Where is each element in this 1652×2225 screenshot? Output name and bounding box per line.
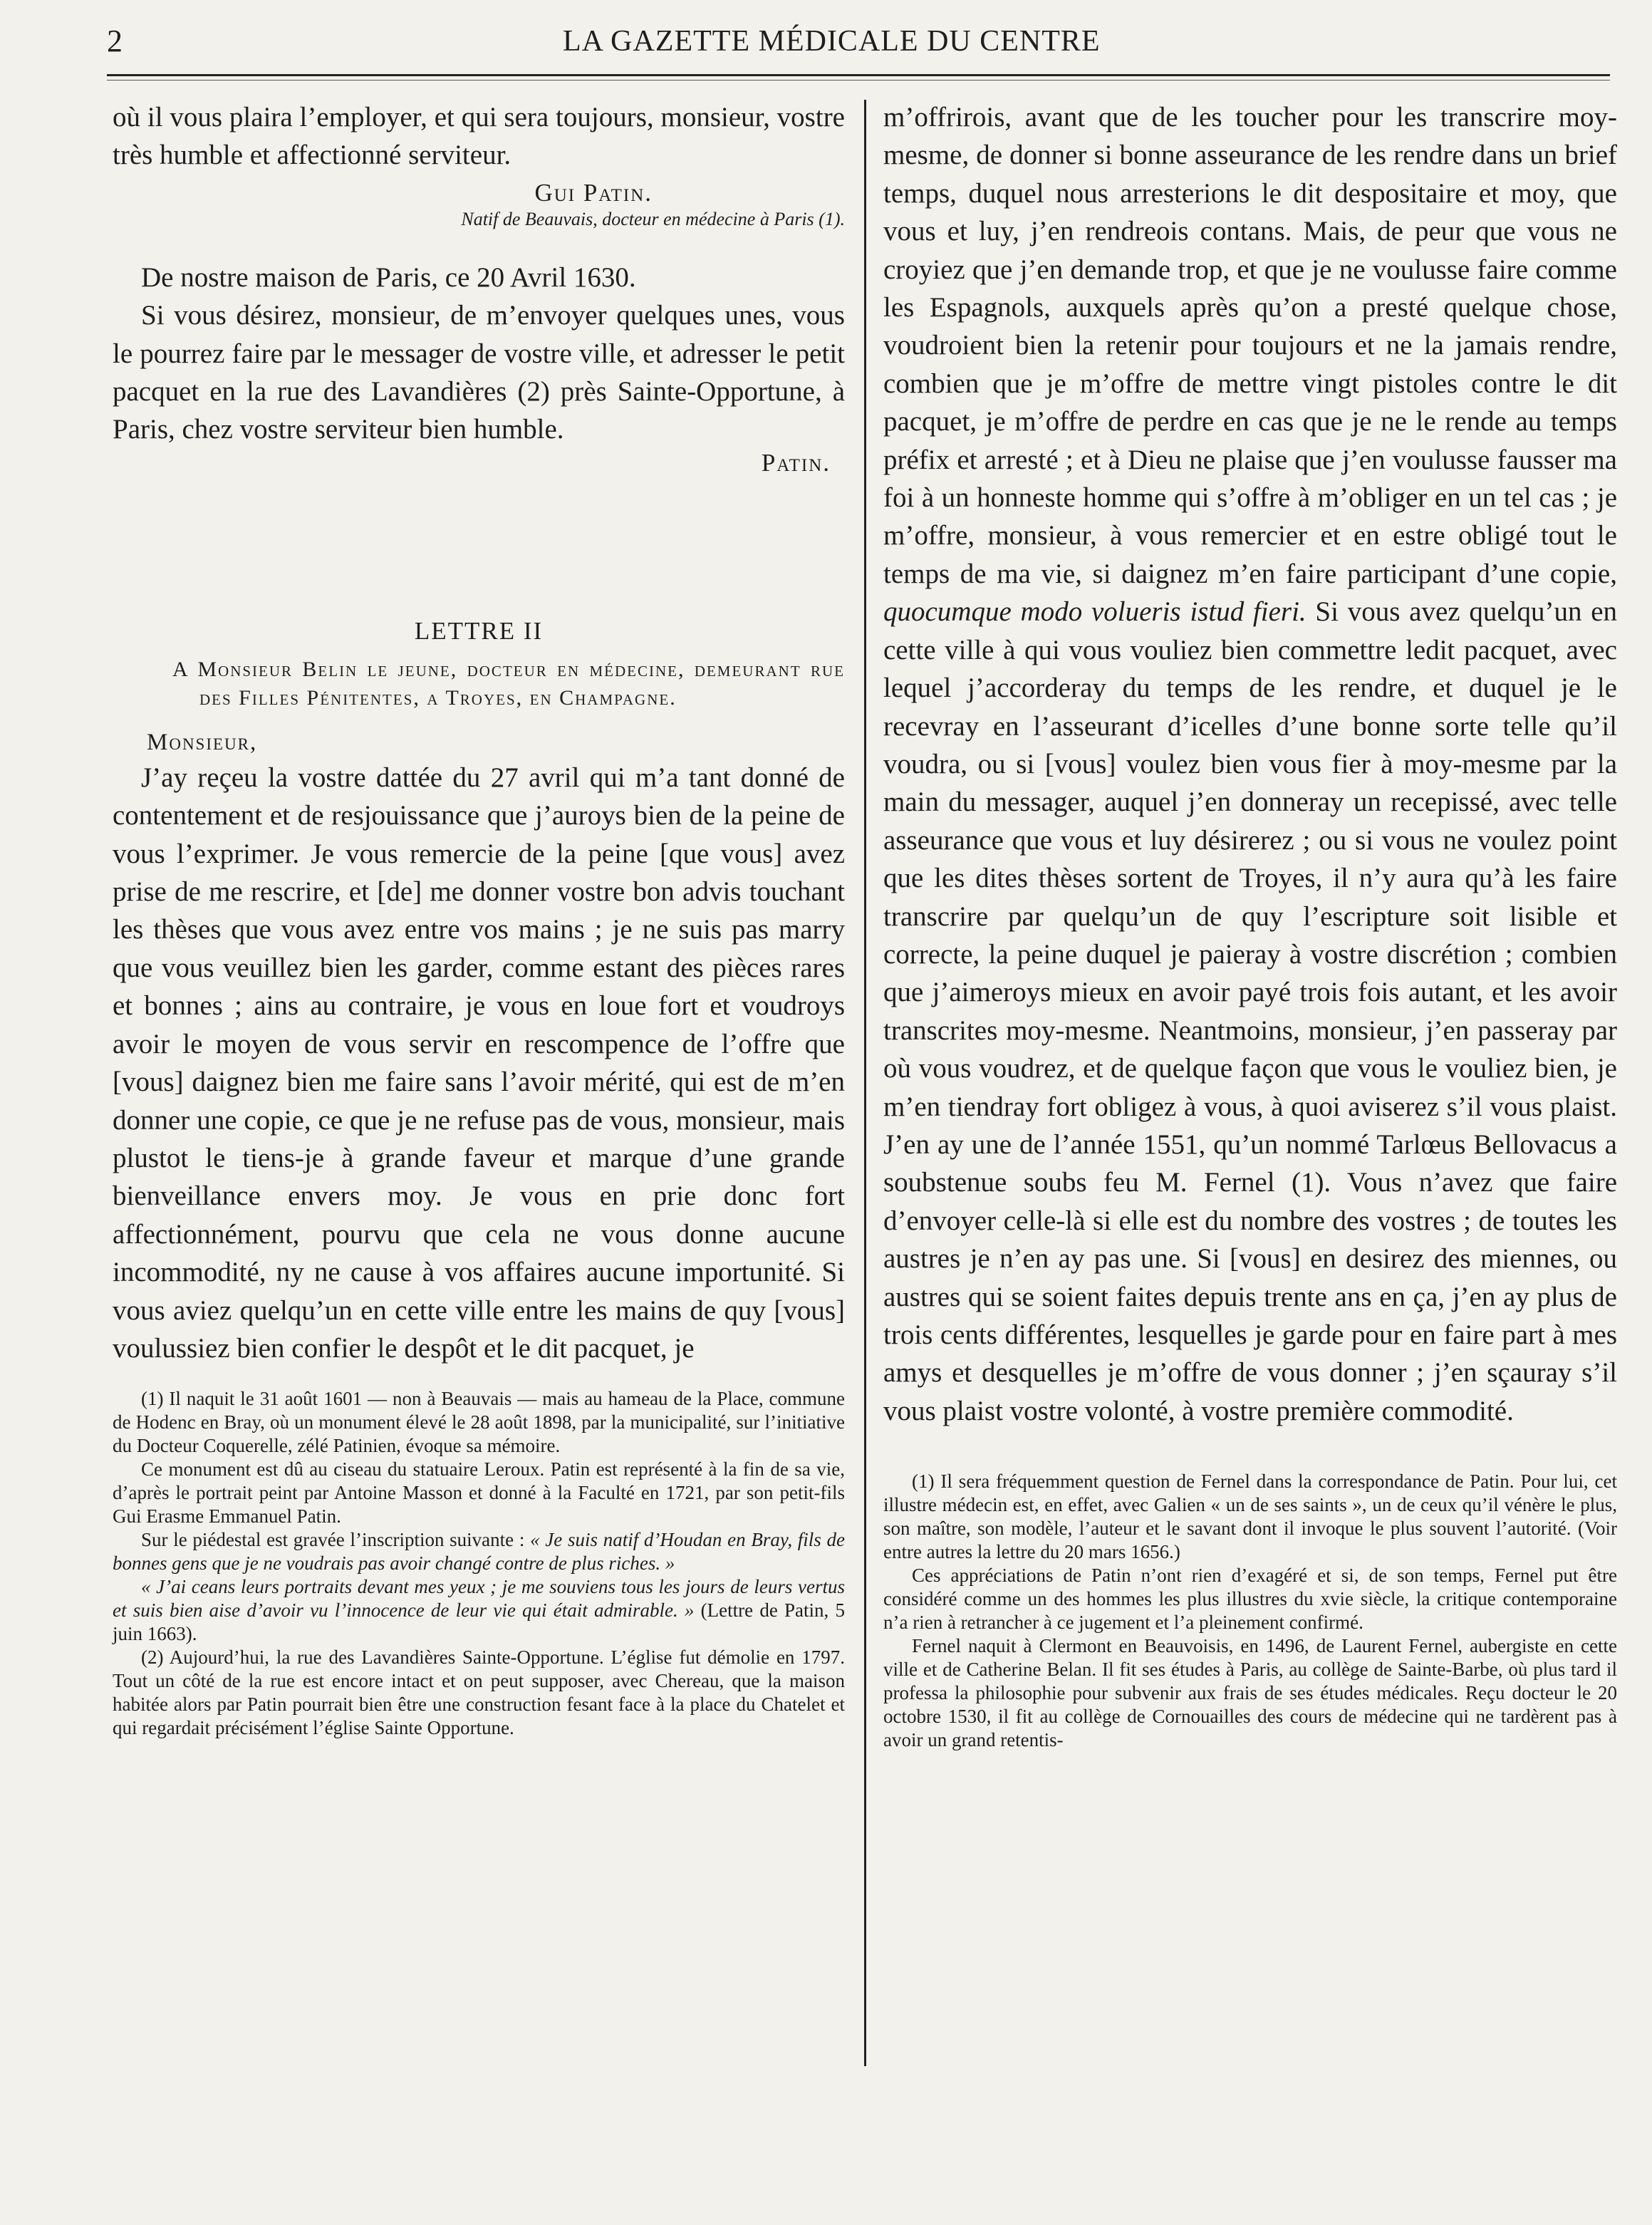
footnote-1d-source: (Lettre de Patin, 5 juin 1663).	[113, 1599, 846, 1645]
letter1-closing: où il vous plaira l’employer, et qui sera toujours, monsieur, vostre très humble et affectionné serviteur.	[113, 102, 845, 171]
footnote-1c-text: Sur le piédestal est gravée l’inscription suivante :	[141, 1529, 531, 1551]
letter2-heading: LETTRE II	[414, 616, 544, 645]
letter2-address: A Monsieur Belin le jeune, docteur en médecine, demeurant rue des Filles Pénitentes, a Troyes, en Champagne.	[172, 657, 845, 710]
page-number: 2	[107, 24, 123, 58]
letter2-continuation	[883, 98, 1617, 1430]
footnote-fernel-1: (1) Il sera fréquemment question de Fernel dans la correspondance de Patin. Pour lui, cet illustre médecin est, en effet, avec Galien « un de ses saints », un de ceux qu’il vénère le plus, son maître, son modèle, l’auteur et le savant dont il invoque le plus souvent l’autorité. (Voir entre autres la lettre du 20 mars 1656.)	[883, 1471, 1617, 1563]
left-footnotes	[113, 1387, 845, 1740]
signature-gui-patin: Gui Patin.	[534, 178, 653, 207]
footnote-1a: (1) Il naquit le 31 août 1601 — non à Beauvais — mais au hameau de la Place, commune de Hodenc en Bray, où un monument élevé le 28 août 1898, par la municipalité, sur l’initiative du Docteur Coquerelle, zélé Patinien, évoque sa mémoire.	[113, 1388, 845, 1457]
postscript-paragraph: Si vous désirez, monsieur, de m’envoyer quelques unes, vous le pourrez faire par le messager de vostre ville, et adresser le petit pacquet en la rue des Lavandières (2) près Sainte-Opportune, à Paris, chez vostre serviteur bien humble.	[113, 300, 845, 445]
latin-phrase: quocumque modo volueris istud fieri.	[883, 596, 1306, 628]
left-column	[113, 98, 845, 1740]
left-body	[113, 98, 845, 175]
footnote-1d	[113, 1575, 845, 1646]
continuation-part-a: m’offrirois, avant que de les toucher pour les transcrire moy-mesme, de donner si bonne asseurance de les rendre dans un brief temps, duquel nous arresterions le dit despositaire et moy, que vous et luy, j’en rendreois contans. Mais, de peur que vous ne croyiez que j’en demande trop, et que je ne voulusse faire comme les Espagnols, auxquels après qu’on a presté quelque chose, voudroient bien la retenir pour toujours et ne la jamais rendre, combien que je m’offre de mettre vingt pistoles contre le dit pacquet, je m’offre de perdre en cas que je ne le rende au temps préfix et arresté ; et à Dieu ne plaise que j’en voulusse fausser ma foi à un honneste homme qui s’offre à m’obliger en un tel cas ; je m’offre, monsieur, à vous remercier et en estre obligé tout le temps de ma vie, si daignez m’en faire participant d’une copie,	[883, 102, 1617, 589]
right-footnotes	[883, 1470, 1617, 1752]
signature-note: Natif de Beauvais, docteur en médecine à Paris (1).	[461, 208, 845, 229]
right-body	[883, 98, 1617, 1430]
footnote-2: (2) Aujourd’hui, la rue des Lavandières Sainte-Opportune. L’église fut démolie en 1797. Tout un côté de la rue est encore intact et on peut supposer, avec Chereau, que la maison habitée alors par Patin pourrait bien être une construction fesant face à la place du Chatelet et qui regardait précisément l’église Sainte Opportune.	[113, 1646, 845, 1739]
signature-patin: Patin.	[761, 448, 831, 477]
footnote-1d-quote: « J’ai ceans leurs portraits devant mes yeux ; je me souviens tous les jours de leurs vertus et suis bien aise d’avoir vu l’innocence de leur vie qui était admirable. »	[113, 1576, 845, 1622]
letter2-body: J’ay reçeu la vostre dattée du 27 avril qui m’a tant donné de contentement et de resjouissance que j’auroys bien de la peine de vous l’exprimer. Je vous remercie de la peine [que vous] avez prise de me rescrire, et [de] me donner vostre bon advis touchant les thèses que vous avez entre vos mains ; je ne suis pas marry que vous veuillez bien les garder, comme estant des pièces rares et bonnes ; ains au contraire, je vous en loue fort et voudroys avoir le moyen de vous servir en rescompence de l’offre que [vous] daignez bien me faire sans l’avoir mérité, qui est de m’en donner une copie, ce que je ne refuse pas de vous, monsieur, mais plustot le tiens-je à grande faveur et marque d’une grande bienveillance envers moy. Je vous en prie donc fort affectionnément, pourvu que cela ne vous donne aucune incommodité, ny ne cause à vos affaires aucune importunité. Si vous aviez quelqu’un en cette ville entre les mains de quy [vous] voulussiez bien confier le despôt et le dit pacquet, je	[113, 762, 845, 1364]
date-line: De nostre maison de Paris, ce 20 Avril 1630.	[141, 261, 636, 293]
footnote-1c-quote: « Je suis natif d’Houdan en Bray, fils de bonnes gens que je ne voudrais pas avoir changé contre de plus riches. »	[113, 1529, 845, 1575]
continuation-part-b: Si vous avez quelqu’un en cette ville à qui vous vouliez bien commettre ledit pacquet, avec lequel j’accorderay du temps de les rendre, et duquel je le recevray en l’asseurant d’icelles d’une bonne sorte telle qu’il voudra, ou si [vous] voulez bien vous fier à moy-mesme par la main du messager, auquel j’en donneray un recepissé, avec telle asseurance que vous et luy désirerez ; ou si vous ne voulez point que les dites thèses sortent de Troyes, il n’y aura qu’à les faire transcrire par quelqu’un de quy l’escripture soit lisible et correcte, la peine duquel je paieray à vostre discrétion ; combien que j’aimeroys mieux en avoir payé trois fois autant, et les avoir transcrites moy-mesme. Neantmoins, monsieur, j’en passeray par où vous voudrez, et de quelque façon que vous le vouliez bien, je m’en tiendray fort obligez à vous, à quoi aviserez s’il vous plaist. J’en ay une de l’année 1551, qu’un nommé Tarlœus Bellovacus a soubstenue soubs feu M. Fernel (1). Vous n’avez que faire d’envoyer celle-là si elle est du nombre des vostres ; de toutes les austres je n’en ay pas une. Si [vous] en desirez des miennes, ou austres qui se soient faites depuis trente ans en ça, j’en ay plus de trois cents différentes, lesquelles je garde pour en faire part à mes amys et desquelles je m’offre de vous donner ; j’en sçauray s’il vous plaist vostre volonté, à vostre première commodité.	[883, 596, 1618, 1426]
journal-title: LA GAZETTE MÉDICALE DU CENTRE	[563, 25, 1101, 58]
footnote-fernel-3: Fernel naquit à Clermont en Beauvoisis, en 1496, de Laurent Fernel, aubergiste en cette ville et de Catherine Belan. Il fit ses études à Paris, au collège de Sainte-Barbe, où plus tard il professa la philosophie pour subvenir aux frais de ses études médicales. Reçu docteur le 20 octobre 1530, il fit au collège de Cornouailles des cours de médecine qui ne tardèrent pas à avoir un grand retentis-	[883, 1635, 1617, 1751]
header-rule-thin	[107, 80, 1610, 81]
letter2-salutation: Monsieur,	[147, 729, 258, 755]
footnote-fernel-2: Ces appréciations de Patin n’ont rien d’exagéré et si, de son temps, Fernel put être considéré comme un des hommes les plus illustres du xvie siècle, la critique contemporaine n’a rien à retrancher à ce jugement et l’a pleinement confirmé.	[883, 1565, 1617, 1634]
footnote-1b: Ce monument est dû au ciseau du statuaire Leroux. Patin est représenté à la fin de sa vie, d’après le portrait peint par Antoine Masson et donné à la Faculté en 1721, par son petit-fils Gui Erasme Emmanuel Patin.	[113, 1458, 845, 1528]
footnote-1c	[113, 1528, 845, 1575]
right-column	[883, 98, 1617, 1752]
running-header	[107, 20, 1610, 63]
header-rule	[107, 74, 1610, 76]
column-divider	[864, 100, 866, 2066]
